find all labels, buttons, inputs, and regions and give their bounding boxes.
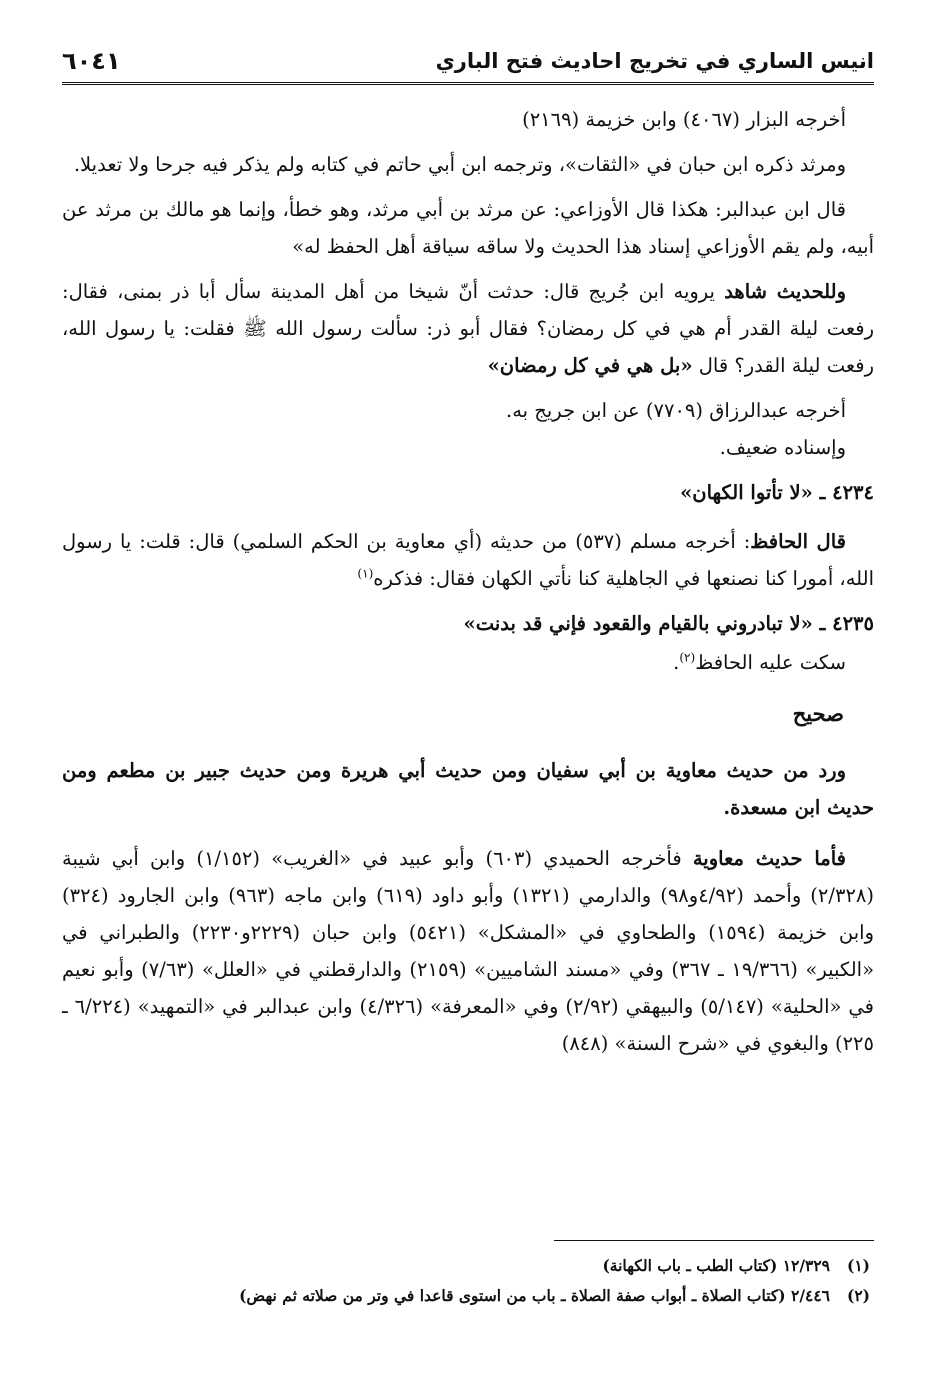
page-number: ٦٠٤١: [62, 47, 121, 75]
paragraph-isnad-daif: وإسناده ضعيف.: [719, 436, 846, 459]
footnote-number: (٢): [846, 1286, 870, 1305]
grading-heading: صحيح: [792, 701, 844, 726]
shahid-text: يرويه ابن جُريج قال: حدثت أنّ شيخا من أهل المدينة سأل أبا ذر بمنى، فقال: رفعت ليلة القدر أم هي في كل رمضان؟ فقال أبو ذر: سألت رسول الله ﷺ فقلت: يا رسول الله، رفعت ليلة القدر؟ قال: [62, 280, 874, 377]
paragraph-marthad: ومرثد ذكره ابن حبان في «الثقات»، وترجمه ابن أبي حاتم في كتابه ولم يذكر فيه جرحا ولا تعديلا.: [73, 153, 846, 176]
shahid-quote: «بل هي في كل رمضان»: [487, 354, 693, 377]
hadith-4235: ٤٢٣٥ ـ «لا تبادروني بالقيام والقعود فإني قد بدنت»: [463, 612, 874, 635]
paragraph-takhrij-bazzar: أخرجه البزار (٤٠٦٧) وابن خزيمة (٢١٦٩): [522, 108, 846, 131]
page-body: [62, 101, 874, 1062]
footnote-1: [62, 1251, 874, 1281]
footnote-2: [62, 1281, 874, 1311]
footnote-divider: [554, 1240, 874, 1241]
shahid-label: وللحديث شاهد: [724, 280, 846, 303]
paragraph-warada: ورد من حديث معاوية بن أبي سفيان ومن حديث أبي هريرة ومن حديث جبير بن مطعم ومن حديث ابن مسعدة.: [62, 758, 874, 819]
book-title: انيس الساري في تخريج احاديث فتح الباري: [435, 49, 874, 73]
footnote-ref-1[interactable]: (١): [357, 566, 374, 581]
footnote-ref-2[interactable]: (٢): [679, 650, 696, 665]
running-header: [62, 40, 874, 85]
muawiya-label: فأما حديث معاوية: [692, 846, 846, 870]
paragraph-muawiya: [62, 840, 874, 1062]
book-page: [62, 40, 874, 1360]
hadith-4234: ٤٢٣٤ ـ «لا تأتوا الكهان»: [680, 481, 874, 504]
footnote-text: ١٢/٣٢٩ (كتاب الطب ـ باب الكهانة): [602, 1256, 830, 1275]
paragraph-hafiz-muslim: [62, 523, 874, 597]
paragraph-shahid: [62, 273, 874, 384]
hafiz-label: قال الحافظ: [750, 530, 846, 553]
paragraph-sakata: [62, 644, 874, 681]
muawiya-text: فأخرجه الحميدي (٦٠٣) وأبو عبيد في «الغريب» (١/١٥٢) وابن أبي شيبة (٢/٣٢٨) وأحمد (٤/٩٢و٩٨) والدارمي (١٣٢١) وأبو داود (٦١٩) وابن ماجه (٩٦٣) وابن الجارود (٣٢٤) وابن خزيمة (١٥٩٤) والطحاوي في «المشكل» (٥٤٢١) وابن حبان (٢٢٢٩و٢٢٣٠) والطبراني في «الكبير» (١٩/٣٦٦ ـ ٣٦٧) وفي «مسند الشاميين» (٢١٥٩) والدارقطني في «العلل» (٧/٦٣) وأبو نعيم في «الحلية» (٥/١٤٧) والبيهقي (٢/٩٢) وفي «المعرفة» (٤/٣٢٦) وابن عبدالبر في «التمهيد» (٦/٢٢٤ ـ ٢٢٥) والبغوي في «شرح السنة» (٨٤٨): [62, 846, 874, 1055]
sakata-end: .: [673, 651, 680, 674]
paragraph-abdurrazzaq: أخرجه عبدالرزاق (٧٧٠٩) عن ابن جريج به.: [506, 399, 846, 422]
hafiz-text: : أخرجه مسلم (٥٣٧) من حديثه (أي معاوية بن الحكم السلمي) قال: قلت: يا رسول الله، أمورا كنا نصنعها في الجاهلية كنا نأتي الكهان فقال: فذكره: [62, 530, 874, 590]
footnote-number: (١): [846, 1256, 870, 1275]
footnote-text: ٢/٤٤٦ (كتاب الصلاة ـ أبواب صفة الصلاة ـ باب من استوى قاعدا في وتر من صلاته ثم نهض): [239, 1286, 830, 1305]
footnotes: [62, 1240, 874, 1311]
sakata-text: سكت عليه الحافظ: [695, 651, 846, 674]
paragraph-ibn-abdilbarr: قال ابن عبدالبر: هكذا قال الأوزاعي: عن مرثد بن أبي مرثد، وهو خطأ، وإنما هو مالك بن مرثد عن أبيه، ولم يقم الأوزاعي إسناد هذا الحديث ولا ساقه سياقة أهل الحفظ له»: [62, 198, 874, 258]
